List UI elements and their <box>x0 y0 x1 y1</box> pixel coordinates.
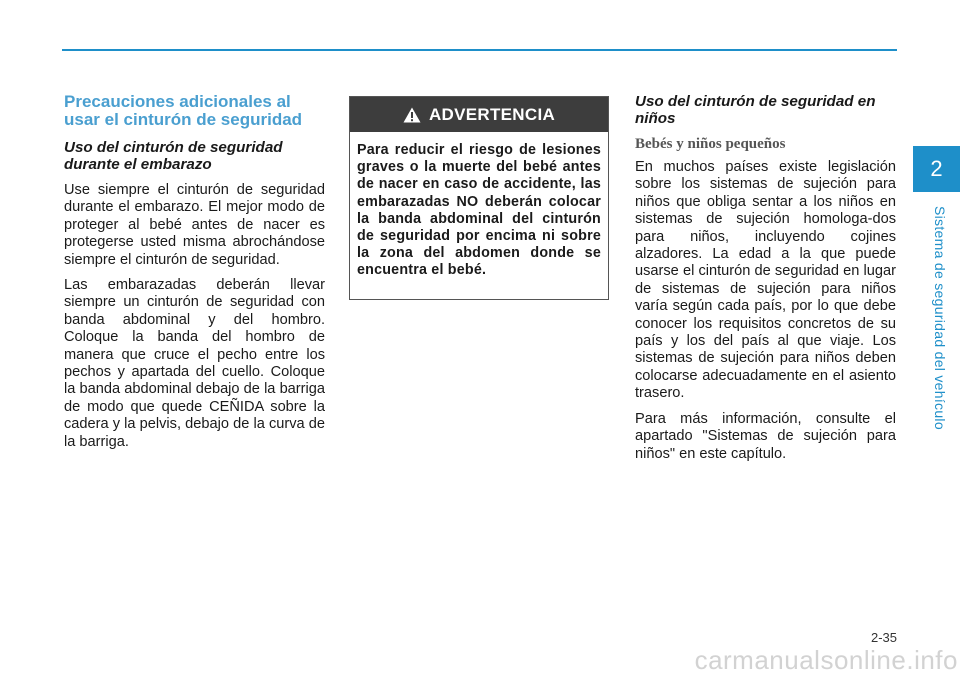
chapter-number-tab <box>913 146 960 192</box>
warning-header <box>350 97 608 132</box>
warning-triangle-icon <box>403 107 421 123</box>
paragraph: Use siempre el cinturón de seguridad durante el embarazo. El mejor modo de proteger al bebé antes de nacer es protegerse usted misma abrochándose siempre el cinturón de seguridad. <box>64 182 325 268</box>
top-divider <box>62 49 897 51</box>
paragraph: Las embarazadas deberán llevar siempre un cinturón de seguridad con banda abdominal y del hombro. Coloque la banda del hombro de manera que cruce el pecho entre los pechos y apartada del cuello. Coloque la banda abdominal debajo de la barriga de modo que quede CEÑIDA sobre la cadera y la pelvis, debajo de la curva de la barriga. <box>64 277 325 450</box>
subsection-heading-pregnancy: Uso del cinturón de seguridad durante el embarazo <box>64 139 283 173</box>
section-heading: Precauciones adicionales al usar el cinturón de seguridad <box>64 92 303 129</box>
right-column <box>635 93 896 471</box>
left-column <box>64 93 325 459</box>
warning-box <box>349 96 609 300</box>
warning-title: ADVERTENCIA <box>428 104 556 124</box>
minor-heading: Bebés y niños pequeños <box>635 136 786 152</box>
paragraph: En muchos países existe legislación sobre los sistemas de sujeción para niños que obliga sentar a los niños en sistemas de sujeción homologa-dos para niños, incluyendo cojines alzadores. La edad a la que puede usarse el cinturón de seguridad en lugar de sistemas de sujeción para niños varía según cada país, por lo que debe conocer los requisitos concretos de su país y los del país al que viaje. Los sistemas de sujeción para niños deben colocarse adecuadamente en el asiento trasero. <box>635 159 896 402</box>
chapter-title: Sistema de seguridad del vehículo <box>932 206 948 430</box>
paragraph: Para más información, consulte el apartado "Sistemas de sujeción para niños" en este capítulo. <box>635 410 896 462</box>
warning-text: Para reducir el riesgo de lesiones graves o la muerte del bebé antes de nacer en caso de accidente, las embarazadas NO deberán colocar la banda abdominal del cinturón de seguridad por encima ni sobre la zona del abdomen donde se encuentra el bebé. <box>357 142 601 279</box>
chapter-number: 2 <box>930 156 943 181</box>
page-number: 2-35 <box>870 630 897 645</box>
watermark: carmanualsonline.info <box>694 645 958 675</box>
subsection-heading-children: Uso del cinturón de seguridad en niños <box>635 93 876 127</box>
